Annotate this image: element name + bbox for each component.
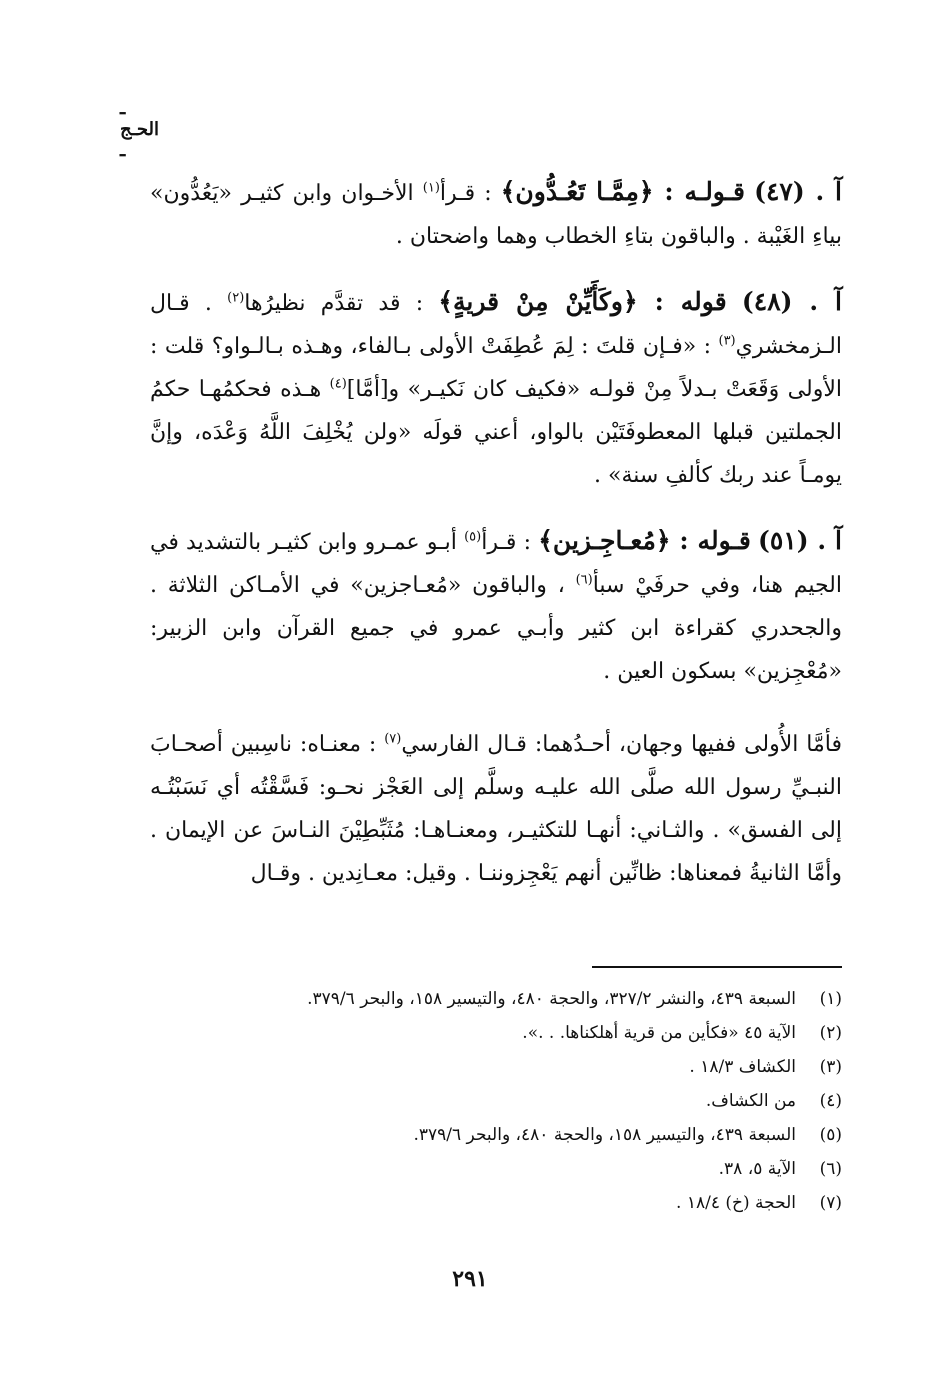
footnote-ref: (٧) [384,731,402,747]
footnote-text: الآية ٥، ٣٨. [718,1159,796,1179]
footnote-text: الآية ٤٥ «فكأين من قرية أهلكناها. . .». [522,1023,796,1043]
footnote-text: من الكشاف. [705,1091,796,1111]
paragraph-verse-48 [150,280,842,497]
running-header: ـ الحـج ـ [120,98,159,161]
footnote-item [150,1186,842,1220]
footnote-ref: (٦) [575,572,593,588]
paragraph-commentary [150,723,842,895]
verse-quote: قـولـه : ﴿مِمَّـا تَعُـدُّون﴾ [500,177,746,206]
footnote-number: (٤) [819,1091,842,1111]
paragraph-text: ، والباقون «مُعـاجزين» في الأمـاكن الثلاثة . والجحدري كقراءة ابن كثير وأبـي عمرو في جميع القرآن وابن الزبير: «مُعْجِزين» بسكون العين . [150,573,842,684]
verse-reference: آ . (٤٨) [741,287,842,316]
verse-reference: آ . (٤٧) [754,177,842,206]
footnote-number: (٢) [819,1023,842,1043]
paragraph-verse-47 [150,170,842,258]
footnote-ref: (٣) [718,333,736,349]
footnote-text: الحجة (خ) ١٨/٤ . [676,1193,796,1213]
footnote-number: (٧) [819,1193,842,1213]
footnote-item [150,1084,842,1118]
paragraph-text: : قـرأ [481,530,539,555]
paragraph-verse-51 [150,519,842,693]
paragraph-text: الأخـوان وابن كثيـر «يَعُدُّون» بياءِ الغَيْبة . والباقون بتاءِ الخطاب وهما واضحتان . [150,181,842,249]
footnote-number: (٣) [819,1057,842,1077]
paragraph-text: : معنـاه: ناسِبين أصحـابَ النبـيِّ رسول الله صلَّى الله عليـه وسلَّم إلى العَجْز نحـو: فَسَّقْتُه أي نَسَبْتُـه إلى الفسق» . والثـاني: أنهـا للتكثيـر، ومعنـاهـا: مُثَبِّطِيْنَ النـاسَ عن الإيمان . وأمَّا الثانيةُ فمعناها: ظانِّين أنهم يَعْجِزوننـا . وقيل: معـانِدين . وقـال [150,732,842,886]
footnote-ref: (٥) [464,529,482,545]
page-number: ٢٩١ [452,1266,488,1292]
footnote-text: السبعة ٤٣٩، والنشر ٣٢٧/٢، والحجة ٤٨٠، والتيسير ١٥٨، والبحر ٣٧٩/٦. [307,989,796,1009]
footnote-ref: (١) [422,180,440,196]
paragraph-text: هـذه فحكمُهـا حكمُ الجملتين قبلها المعطوفَتَيْن بالواو، أعني قولَه «ولن يُخْلِفَ اللَّهُ وَعْدَه، وإنَّ يومـاً عند ربك كألفِ سنة» . [150,377,842,488]
paragraph-text: : قـرأ [439,181,501,206]
footnote-ref: (٤) [329,376,347,392]
footnote-number: (٥) [819,1125,842,1145]
verse-quote: قوله : ﴿وكَأَيِّنْ مِنْ قريةٍ﴾ [438,287,727,316]
paragraph-text: أبـو عمـرو وابن كثيـر بالتشديد في الجيم هنا، وفي حرفَيْ سبأ [150,530,842,598]
paragraph-text: : «فـإن قلتَ : لِمَ عُطِفَتْ الأولى بـالفاء، وهـذه بـالـواو؟ قلت : الأولى وَقَعَتْ بـدلاً مِنْ قولـه «فكيف كان نَكيـر» و[أمَّا] [150,334,842,402]
footnote-text: السبعة ٤٣٩، والتيسير ١٥٨، والحجة ٤٨٠، والبحر ٣٧٩/٦. [413,1125,796,1145]
footnote-number: (١) [819,989,842,1009]
footnote-item [150,1118,842,1152]
paragraph-text: : قد تقدَّم نظيرُها [244,291,439,316]
footnotes-list [150,982,842,1220]
footnote-item [150,1152,842,1186]
paragraph-text: . قـال الـزمخشري [150,291,842,359]
footnote-number: (٦) [819,1159,842,1179]
footnote-text: الكشاف ١٨/٣ . [689,1057,796,1077]
footnote-item [150,982,842,1016]
main-text [150,170,842,917]
footnote-ref: (٢) [227,290,245,306]
footnote-item [150,1016,842,1050]
paragraph-text: فأمَّا الأُولى ففيها وجهان، أحـدُهما: قـال الفارسي [401,732,842,757]
verse-reference: آ . (٥١) [757,526,842,555]
verse-quote: قـوله : ﴿مُعـاجِـزين﴾ [538,526,751,555]
footnote-item [150,1050,842,1084]
footnote-divider [592,966,842,968]
